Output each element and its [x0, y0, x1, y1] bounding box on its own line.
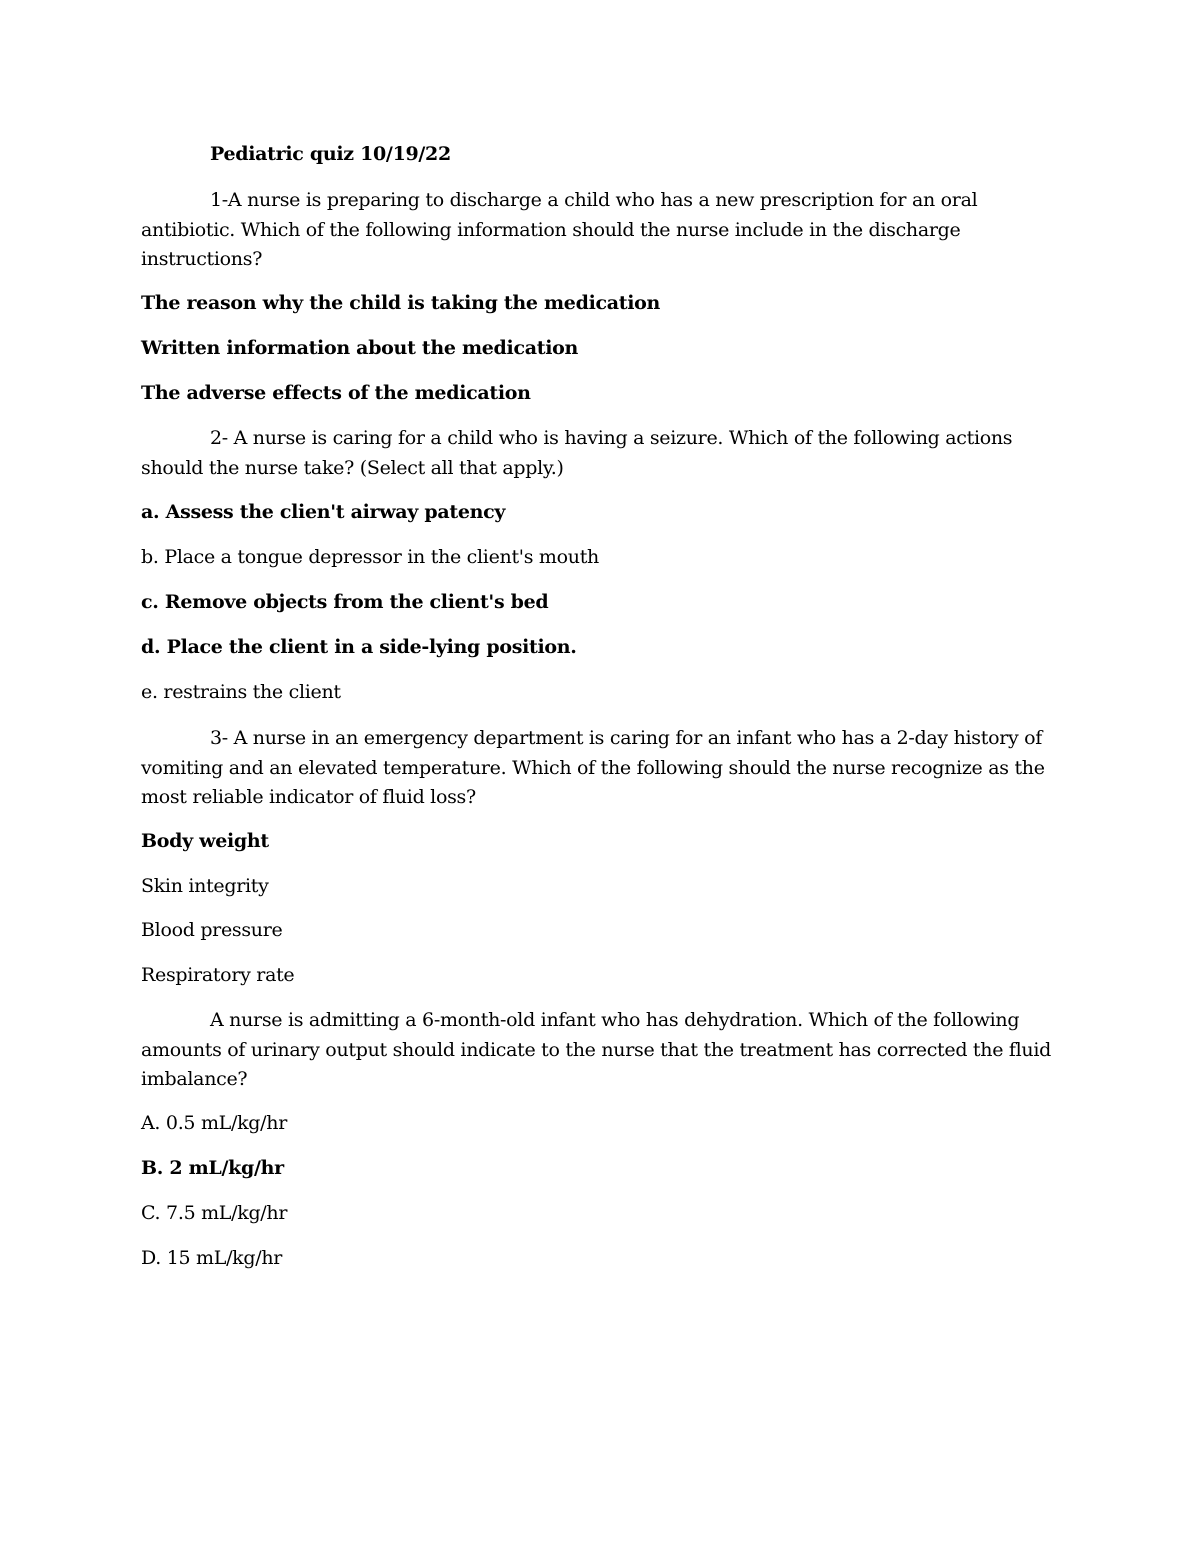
question-3-option-1: Body weight	[141, 830, 269, 852]
question-4-text: A nurse is admitting a 6-month-old infant who has dehydration. Which of the following amounts of urinary output should indicate to the nurse that the treatment has corrected the fluid imbalance?	[141, 1009, 1051, 1090]
question-4-option-d: D. 15 mL/kg/hr	[141, 1247, 283, 1269]
question-2-option-b: b. Place a tongue depressor in the client's mouth	[141, 546, 599, 568]
question-4-option-a: A. 0.5 mL/kg/hr	[141, 1112, 287, 1134]
question-2-option-c: c. Remove objects from the client's bed	[141, 591, 549, 613]
document-title: Pediatric quiz 10/19/22	[210, 143, 451, 165]
question-1-option-3: The adverse effects of the medication	[141, 382, 531, 404]
question-1-option-2: Written information about the medication	[141, 337, 579, 359]
question-4-option-c: C. 7.5 mL/kg/hr	[141, 1202, 288, 1224]
question-3-option-3: Blood pressure	[141, 919, 283, 941]
question-2-text: 2- A nurse is caring for a child who is having a seizure. Which of the following actions should the nurse take? (Select all that apply.)	[141, 427, 1013, 479]
question-1-text: 1-A nurse is preparing to discharge a child who has a new prescription for an oral antibiotic. Which of the following information should the nurse include in the discharge instructions?	[141, 189, 978, 270]
question-3-option-2: Skin integrity	[141, 875, 269, 897]
question-3-option-4: Respiratory rate	[141, 964, 295, 986]
question-1-option-1: The reason why the child is taking the medication	[141, 292, 661, 314]
question-4-option-b: B. 2 mL/kg/hr	[141, 1157, 284, 1179]
question-2-option-d: d. Place the client in a side-lying position.	[141, 636, 577, 658]
question-2-option-e: e. restrains the client	[141, 681, 341, 703]
question-2-option-a: a. Assess the clien't airway patency	[141, 501, 506, 523]
question-3-text: 3- A nurse in an emergency department is caring for an infant who has a 2-day history of vomiting and an elevated temperature. Which of the following should the nurse recognize as the most reliable indicator of fluid loss?	[141, 727, 1045, 808]
